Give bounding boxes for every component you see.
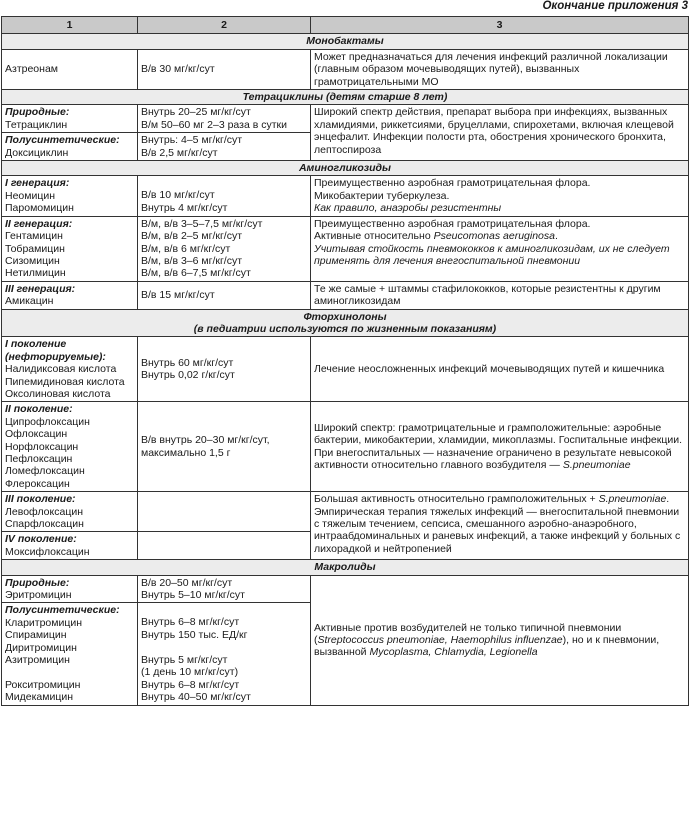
group-label: I поколение (нефторируемые): — [5, 338, 106, 363]
section-title-fluoroquinolones — [2, 309, 689, 337]
drug-list: Тетрациклин — [5, 118, 68, 131]
organism-name: S.pneumoniae — [598, 493, 667, 506]
group-label: I генерация: — [5, 177, 70, 190]
section-title-tetracyclines: Тетрациклины (детям старше 8 лет) — [2, 90, 689, 105]
group-label: Полусинтетические: — [5, 604, 120, 617]
dose-cell — [138, 492, 311, 532]
drug-cell — [2, 133, 138, 161]
description-cell: Лечение неосложненных инфекций мочевыводящих путей и кишечника — [311, 337, 689, 402]
table-row — [2, 492, 689, 532]
section-row — [2, 161, 689, 176]
drug-cell — [2, 281, 138, 309]
description-cell — [311, 492, 689, 560]
column-number-row — [2, 17, 689, 34]
section-row — [2, 560, 689, 575]
description-text: . Эмпирическая терапия тяжелых инфекций — внегоспитальной пневмонии с тяжелым течением, сепсиса, смешанного аэробно-анаэробного, интраабдоминальных и раневых инфекций, а также инфекций у больных с лихорадкой и нейтропенией — [314, 493, 681, 555]
drug-cell — [2, 532, 138, 560]
section-row — [2, 34, 689, 49]
description-cell — [311, 402, 689, 492]
drug-list: Неомицин Паромомицин — [5, 189, 74, 215]
drug-list: Доксициклин — [5, 146, 69, 159]
description-cell — [311, 575, 689, 705]
description-cell — [311, 216, 689, 281]
table-row — [2, 281, 689, 309]
drug-list: Гентамицин Тобрамицин Сизомицин Нетилмицин — [5, 230, 66, 280]
group-label: Природные: — [5, 576, 70, 589]
table-row — [2, 575, 689, 603]
drug-list: Кларитромицин Спирамицин Диритромицин Азитромицин Рокситромицин Мидекамицин — [5, 616, 83, 704]
drug-cell — [2, 337, 138, 402]
organism-name: Mycoplasma, Chlamydia, Legionella — [369, 646, 538, 659]
appendix-continuation-header: Окончание приложения 3 — [542, 0, 688, 12]
section-title-aminoglycosides: Аминогликозиды — [2, 161, 689, 176]
description-cell — [311, 176, 689, 216]
description-text: Большая активность относительно грамположительных + — [314, 493, 599, 506]
group-label: Полусинтетические: — [5, 134, 120, 147]
dose-cell: В/м, в/в 3–5–7,5 мг/кг/сут В/м, в/в 2–5 мг/кг/сут В/м, в/в 6 мг/кг/сут В/м, в/в 3–6 мг/кг/сут В/м, в/в 6–7,5 мг/кг/сут — [138, 216, 311, 281]
dose-cell: Внутрь 60 мг/кг/сут Внутрь 0,02 г/кг/сут — [138, 337, 311, 402]
organism-name: Streptococcus pneumoniae, Haemophilus influenzae — [317, 633, 563, 646]
drug-list: Ципрофлоксацин Офлоксацин Норфлоксацин Пефлоксацин Ломефлоксацин Флероксацин — [5, 415, 90, 490]
dose-cell: В/в внутрь 20–30 мг/кг/сут, максимально 1,5 г — [138, 402, 311, 492]
group-label: III поколение: — [5, 493, 76, 506]
drug-cell — [2, 402, 138, 492]
section-title: Фторхинолоны — [303, 310, 387, 323]
dose-cell: В/в 15 мг/кг/сут — [138, 281, 311, 309]
drug-list: Налидиксовая кислота Пипемидиновая кислота Оксолиновая кислота — [5, 363, 125, 400]
description-cell: Те же самые + штаммы стафилококков, которые резистентны к другим аминогликозидам — [311, 281, 689, 309]
table-row — [2, 337, 689, 402]
description-text: . — [555, 230, 558, 243]
section-row — [2, 309, 689, 337]
description-text: Широкий спектр: грамотрицательные и грамположительные: аэробные бактерии, микобактерии, хламидии, микоплазмы. Госпитальные инфекции. При внегоспитальных — назначение ограничено в результате невысокой активности относительно главного возбудителя — — [314, 421, 682, 472]
drug-cell: Азтреонам — [2, 49, 138, 89]
drug-cell — [2, 492, 138, 532]
drug-list: Амикацин — [5, 295, 54, 308]
section-title-monobactams: Монобактамы — [2, 34, 689, 49]
description-note: Как правило, анаэробы резистентны — [314, 202, 502, 215]
column-number-3: 3 — [311, 17, 689, 34]
dose-cell: Внутрь: 4–5 мг/кг/сут В/в 2,5 мг/кг/сут — [138, 133, 311, 161]
table-row — [2, 216, 689, 281]
drug-list: Левофлоксацин Спарфлоксацин — [5, 505, 84, 531]
description-note: Учитывая стойкость пневмококков к аминогликозидам, их не следует применять для лечения внегоспитальной пневмонии — [314, 242, 670, 267]
dose-cell: В/в 10 мг/кг/сут Внутрь 4 мг/кг/сут — [138, 176, 311, 216]
drug-list: Моксифлоксацин — [5, 545, 90, 558]
dose-cell: Внутрь 20–25 мг/кг/сут В/м 50–60 мг 2–3 раза в сутки — [138, 105, 311, 133]
organism-name: S.pneumoniae — [562, 459, 631, 472]
group-label: Природные: — [5, 106, 70, 119]
description-cell: Может предназначаться для лечения инфекций различной локализации (главным образом мочевыводящих путей), вызванных грамотрицательными МО — [311, 49, 689, 89]
table-row — [2, 49, 689, 89]
description-text: Преимущественно аэробная грамотрицательная флора. Активные относительно — [314, 217, 591, 243]
section-title-macrolides: Макролиды — [2, 560, 689, 575]
drug-cell — [2, 105, 138, 133]
drug-cell — [2, 575, 138, 603]
dose-cell: В/в 20–50 мг/кг/сут Внутрь 5–10 мг/кг/сут — [138, 575, 311, 603]
table-row — [2, 105, 689, 133]
column-number-1: 1 — [2, 17, 138, 34]
drug-cell — [2, 216, 138, 281]
group-label: IV поколение: — [5, 533, 77, 546]
dose-cell: Внутрь 6–8 мг/кг/сут Внутрь 150 тыс. ЕД/кг Внутрь 5 мг/кг/сут (1 день 10 мг/кг/сут) Внутрь 6–8 мг/кг/сут Внутрь 40–50 мг/кг/сут — [138, 603, 311, 705]
dose-cell: В/в 30 мг/кг/сут — [138, 49, 311, 89]
section-row — [2, 90, 689, 105]
drug-list: Эритромицин — [5, 589, 72, 602]
description-text: Активные против возбудителей не только типичной пневмонии ( — [314, 621, 622, 646]
table-row — [2, 176, 689, 216]
organism-name: Pseucomonas aeruginosa — [433, 230, 555, 243]
drug-cell — [2, 176, 138, 216]
description-cell: Широкий спектр действия, препарат выбора при инфекциях, вызванных хламидиями, риккетсиями, бруцеллами, спирохетами, включая клещевой энцефалит. Инфекции полости рта, обострения хронического бронхита, лептоспироза — [311, 105, 689, 161]
description-text: Преимущественно аэробная грамотрицательная флора. Микобактерии туберкулеза. — [314, 177, 591, 202]
table-row — [2, 402, 689, 492]
group-label: II поколение: — [5, 403, 73, 416]
dose-cell — [138, 532, 311, 560]
group-label: III генерация: — [5, 282, 76, 295]
drug-cell — [2, 603, 138, 705]
description-text: ), но и к пневмонии, вызванной — [314, 633, 660, 659]
column-number-2: 2 — [138, 17, 311, 34]
section-subtitle: (в педиатрии используются по жизненным показаниям) — [193, 322, 497, 335]
group-label: II генерация: — [5, 217, 73, 230]
antibiotics-table — [1, 16, 689, 706]
